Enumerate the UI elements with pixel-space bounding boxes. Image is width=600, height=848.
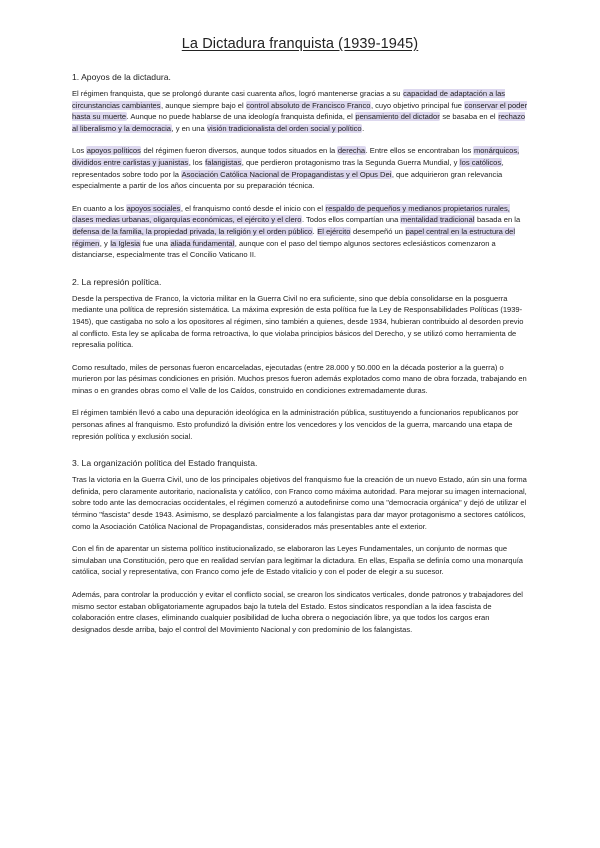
text-run: Como resultado, miles de personas fueron encarceladas, ejecutadas (entre 28.000 y 50.000 en la década posterior a la guerra) o murieron por las pésimas condiciones en prisión. Muchos presos fueron además explotados como mano de obra forzada, trabajando en minas o en grandes obras como el Valle de los Caídos, construido en condiciones extremadamente duras.	[72, 362, 527, 395]
text-run: del régimen fueron diversos, aunque todos situados en la	[141, 146, 338, 156]
highlighted-text: Asociación Católica Nacional de Propagandistas y el Opus Dei	[181, 169, 392, 179]
text-run: , y	[99, 238, 110, 248]
highlighted-text: apoyos sociales	[126, 203, 181, 213]
text-run: , los	[188, 157, 205, 167]
text-run: Con el fin de aparentar un sistema político institucionalizado, se elaboraron las Leyes Fundamentales, un conjunto de normas que simulaban una Constitución, pero que en realidad servían para legitimar la dictadura. En ellas, España se definía como una monarquía católica, social y representativa, con Franco como jefe de Estado vitalicio y con el poder de elegir a su sucesor.	[72, 544, 523, 577]
document-title: La Dictadura franquista (1939-1945)	[181, 36, 419, 52]
text-run: Los	[72, 146, 87, 156]
text-run: .	[362, 123, 365, 133]
text-run: fue una	[140, 238, 171, 248]
text-run: En cuanto a los	[72, 203, 127, 213]
section-2	[72, 277, 528, 443]
highlighted-text: apoyos políticos	[86, 146, 141, 156]
paragraph	[72, 88, 528, 134]
highlighted-text: conservar el poder hasta su muerte	[72, 100, 528, 122]
text-run: , cuyo objetivo principal fue	[370, 100, 465, 110]
text-run: , el franquismo contó desde el inicio con el	[180, 203, 326, 213]
text-run: , que adquirieron gran relevancia especialmente a partir de los años cincuenta por su preparación técnica.	[72, 169, 503, 191]
highlighted-text: monárquicos, divididos entre carlistas y juanistas	[72, 146, 520, 167]
highlighted-text: visión tradicionalista del orden social y político	[207, 123, 362, 133]
paragraph	[72, 145, 528, 191]
text-run: desempeñó un	[350, 226, 406, 236]
text-run: , que perdieron protagonismo tras la Segunda Guerra Mundial, y	[241, 157, 460, 167]
text-run: , aunque siempre bajo el	[161, 100, 246, 110]
highlighted-text: derecha	[337, 146, 366, 156]
paragraph	[72, 362, 528, 397]
highlighted-text: mentalidad tradicional	[400, 215, 475, 225]
text-run: . Todos ellos compartían una	[301, 215, 401, 225]
paragraph	[72, 589, 528, 635]
section-1	[72, 72, 528, 261]
section-3	[72, 458, 528, 635]
text-run: . Aunque no puede hablarse de una ideología franquista definida, el	[126, 112, 355, 122]
document-body	[72, 72, 528, 635]
section-heading: 1. Apoyos de la dictadura.	[72, 72, 171, 82]
section-heading: 2. La represión política.	[72, 276, 162, 287]
text-run: Además, para controlar la producción y evitar el conflicto social, se crearon los sindicatos verticales, donde patronos y trabajadores del mismo sector estaban obligatoriamente agrupados bajo la tutela del Estado. Estos sindicatos respondían a la idea fascista de colaboración entre clases, eliminando cualquier posibilidad de lucha obrera o negociación libre, ya que todos los cargos eran designados desde arriba, bajo el control del Movimiento Nacional y con predominio de los falangistas.	[72, 590, 523, 634]
text-run: , aunque con el paso del tiempo algunos sectores eclesiásticos comenzaron a distanciarse, especialmente tras el Concilio Vaticano II.	[72, 238, 496, 260]
highlighted-text: falangistas	[205, 157, 242, 167]
text-run: El régimen también llevó a cabo una depuración ideológica en la administración pública, sustituyendo a funcionarios republicanos por personas afines al franquismo. Esto profundizó la división entre los vencedores y los vencidos de la guerra, marcando una etapa de represión política y exclusión social.	[72, 408, 519, 441]
text-run: Desde la perspectiva de Franco, la victoria militar en la Guerra Civil no era suficiente, sino que debía consolidarse en la posguerra mediante una política de represión sistemática. La máxima expresión de esta política fue la Ley de Responsabilidades Políticas (1939-1945), que castigaba no solo a los opositores al régimen, sino también a quienes, desde 1934, hubieran contribuido al desorden previo al conflicto. Esta ley se aplicaba de forma retroactiva, lo que violaba principios básicos del Derecho, y se utilizó como herramienta de represalia política.	[72, 293, 524, 350]
paragraph	[72, 474, 528, 532]
highlighted-text: la Iglesia	[110, 238, 141, 248]
section-heading: 3. La organización política del Estado franquista.	[72, 458, 258, 469]
highlighted-text: capacidad de adaptación a las circunstancias cambiantes	[72, 89, 506, 110]
highlighted-text: aliada fundamental	[170, 238, 235, 248]
text-run: se basaba en el	[440, 112, 498, 122]
text-run: , y en una	[171, 123, 207, 133]
highlighted-text: defensa de la familia, la propiedad privada, la religión y el orden público	[72, 226, 313, 236]
text-run: Tras la victoria en la Guerra Civil, uno de los principales objetivos del franquismo fue la creación de un nuevo Estado, aún sin una forma definida, pero claramente autoritario, nacionalista y católico, con Franco como máxima autoridad. Para mejorar su imagen internacional, sobre todo ante las democracias occidentales, el régimen comenzó a autodefinirse como una "democracia orgánica" y dejó de utilizar el término "fascista" desde 1943. Asimismo, se desplazó parcialmente a los falangistas para dar mayor protagonismo a sectores católicos, como la Asociación Católica Nacional de Propagandistas, considerados más presentables ante el exterior.	[72, 475, 527, 531]
text-run: basada en la	[474, 215, 521, 225]
highlighted-text: los católicos	[459, 157, 502, 167]
paragraph	[72, 407, 528, 442]
highlighted-text: control absoluto de Francisco Franco	[246, 100, 371, 110]
paragraph	[72, 293, 528, 351]
paragraph	[72, 543, 528, 578]
highlighted-text: pensamiento del dictador	[355, 112, 440, 122]
highlighted-text: rechazo al liberalismo y la democracia	[72, 112, 526, 133]
highlighted-text: El ejército	[317, 226, 351, 236]
text-run: El régimen franquista, que se prolongó durante casi cuarenta años, logró mantenerse gracias a su	[72, 89, 403, 98]
paragraph	[72, 203, 528, 261]
highlighted-text: respaldo de pequeños y medianos propietarios rurales, clases medias urbanas, oligarquías económicas, el ejército y el clero	[72, 203, 510, 225]
highlighted-text: papel central en la estructura del régimen	[72, 226, 516, 248]
text-run: , representados sobre todo por la	[72, 157, 504, 179]
text-run: . Entre ellos se encontraban los	[365, 146, 474, 156]
text-run: .	[312, 226, 317, 236]
